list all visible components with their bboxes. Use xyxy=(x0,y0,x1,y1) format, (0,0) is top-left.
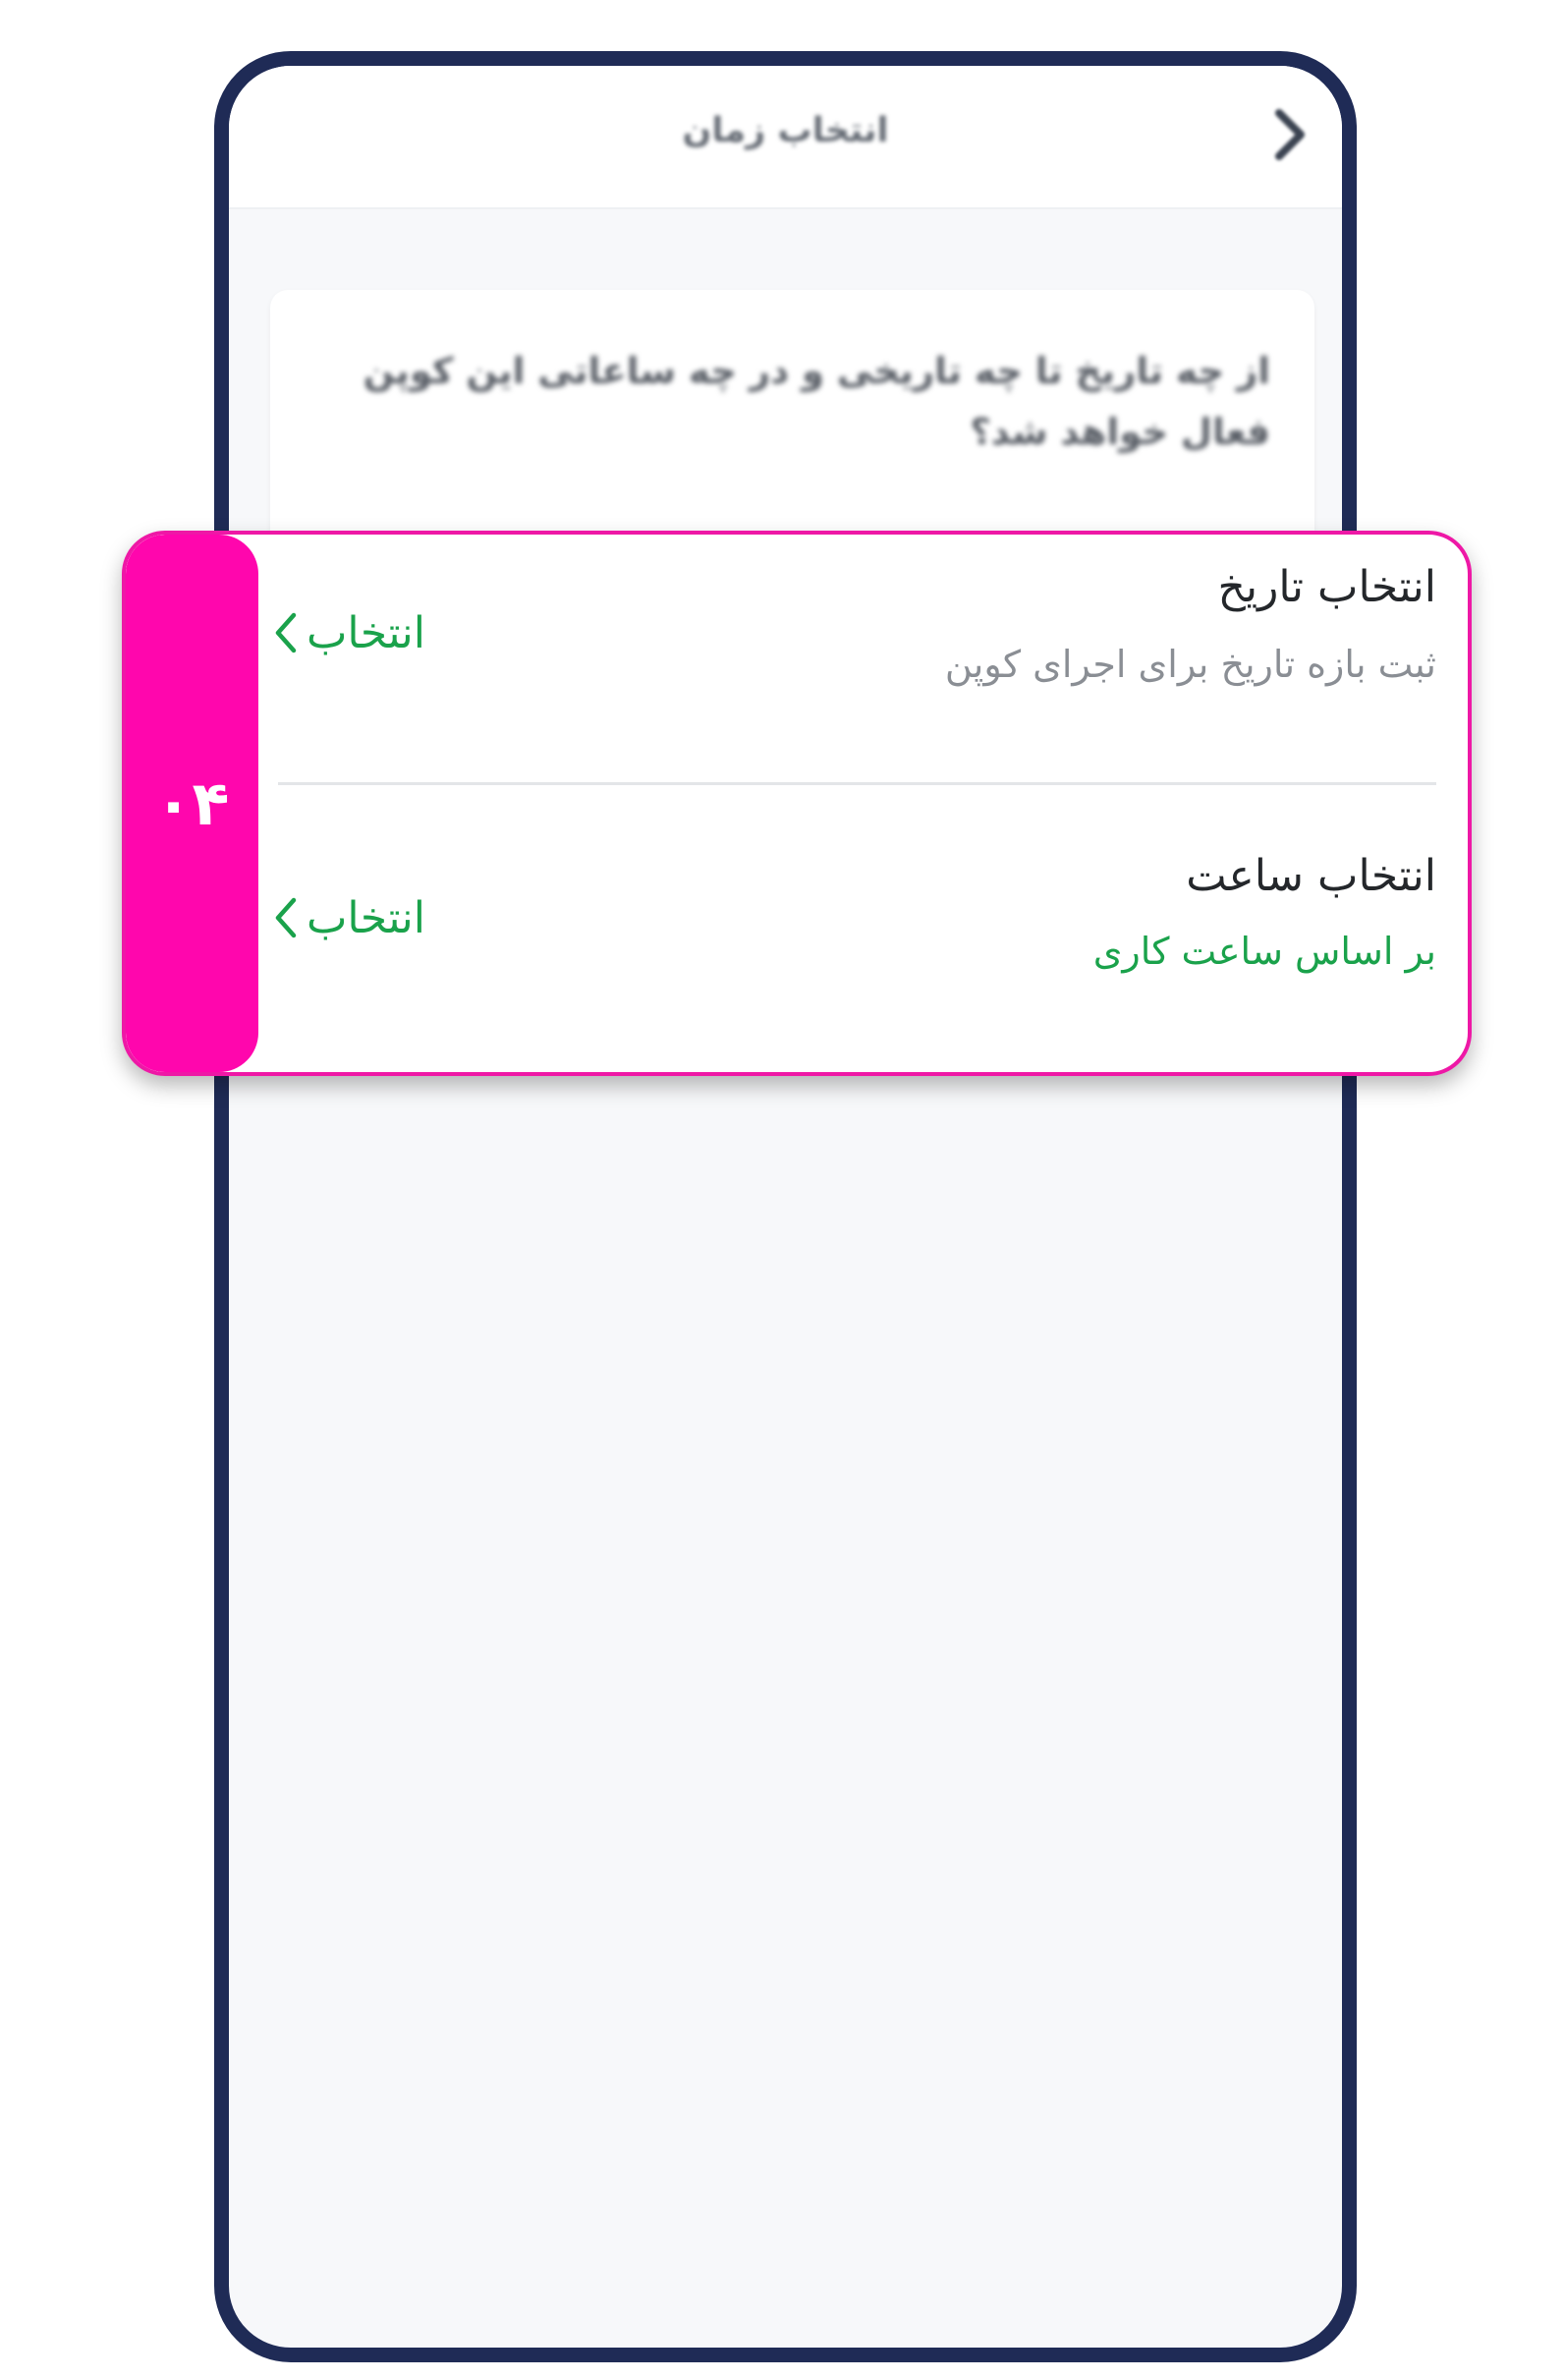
option-subtitle: بر اساس ساعت کاری xyxy=(1092,930,1436,973)
divider xyxy=(278,782,1436,785)
select-time-button[interactable] xyxy=(273,886,425,949)
option-row-date[interactable] xyxy=(273,535,1436,761)
highlighted-options-panel xyxy=(122,531,1472,1076)
select-date-button[interactable] xyxy=(273,601,425,664)
page-title: انتخاب زمان xyxy=(682,111,889,150)
select-label: انتخاب xyxy=(307,892,425,943)
step-badge xyxy=(126,535,258,1072)
phone-frame xyxy=(214,51,1357,2362)
option-title: انتخاب تاریخ xyxy=(1217,562,1436,612)
option-subtitle: ثبت بازه تاریخ برای اجرای کوپن xyxy=(944,643,1436,686)
question-text: از چه تاریخ تا چه تاریخی و در چه ساعاتی این کوپن فعال خواهد شد؟ xyxy=(363,350,1270,453)
app-header xyxy=(229,66,1342,209)
chevron-left-icon xyxy=(273,611,299,654)
option-row-time[interactable] xyxy=(273,822,1436,1048)
select-label: انتخاب xyxy=(307,607,425,658)
step-number: ۰۴ xyxy=(154,767,230,839)
chevron-left-icon xyxy=(273,896,299,939)
option-title: انتخاب ساعت xyxy=(1186,851,1436,901)
